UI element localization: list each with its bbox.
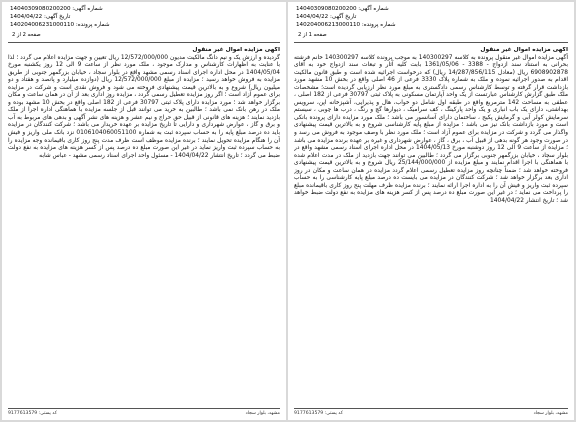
footer-postal-code: کد پستی: 9177613579 xyxy=(294,411,343,416)
header-divider xyxy=(8,42,280,43)
notice-title: آگهی مزایده اموال غیر منقول xyxy=(480,47,568,53)
document-page-2 xyxy=(2,2,286,420)
page-number: صفحه 1 از 2 xyxy=(298,32,327,38)
notice-date: تاریخ آگهی: 1404/04/22 xyxy=(296,14,357,20)
page-footer xyxy=(8,411,280,417)
header-divider xyxy=(294,42,568,43)
footer-divider xyxy=(8,408,280,409)
notice-body xyxy=(294,47,568,402)
page-footer xyxy=(294,411,568,417)
notice-date: تاریخ آگهی: 1404/04/22 xyxy=(10,14,71,20)
footer-address: مشهد، بلوار سجاد xyxy=(245,411,280,416)
file-number: شماره پرونده: 140204006231000110 xyxy=(10,22,110,28)
notice-tracking-code: شماره آگهی: 14040309080200200 xyxy=(296,6,389,12)
notice-body xyxy=(8,47,280,402)
notice-paragraph: گردیده و ارزش یک و نیم دانگ مالکیت مدیون 12/572/000/000 ریال تعیین و جهت مزایده اعلام می گردد ؛ لذا با عنایت به اظهارات کارشناس و مدارک موجود ، ملک مورد نظر از ساعت 9 الی 12 روز یکشنبه مورخ 1404/05/04 در محل اداره اجرای اسناد رسمی مشهد واقع در بلوار سجاد ، خیابان بزرگمهر جنوبی از طریق مزایده به فروش خواهد رسید ؛ مزایده از مبلغ 12/572/000/000 ریال (دوازده میلیارد و پانصد و هفتاد و دو میلیون ریال) شروع و به بالاترین قیمت پیشنهادی فروخته می شود و فروش نقدی است و شرکت در مزایده برای عموم آزاد است ؛ اگر روز مزایده تعطیل رسمی گردد ، مزایده روز اداری بعد از آن در همان ساعت و مکان برگزار خواهد شد ؛ مورد مزایده دارای پلاک ثبتی 30797 فرعی از 182 اصلی واقع در بخش 10 مشهد بوده و ملک در رهن بانک نمی باشد ؛ طالبین به خرید می توانند قبل از جلسه مزایده با هماهنگی اداره اجرا از ملک بازدید نمایند ؛ هزینه های قانونی از قبیل حق حراج و نیم عشر و هزینه های نشر آگهی و بدهی های مربوط به آب و برق و گاز ، عوارض شهرداری و دارایی تا تاریخ مزایده بر عهده خریدار می باشد ؛ شرکت کنندگان در مزایده باید ده درصد مبلغ پایه را به حساب سپرده ثبت به شماره 0106104060051100 نزد بانک ملی واریز و فیش آن را هنگام مزایده تحویل نمایند ؛ برنده مزایده موظف است ظرف مدت پنج روز کاری باقیمانده وجه مزایده را به حساب سپرده ثبت واریز نماید در غیر این صورت مبلغ ده درصد پس از کسر هزینه های مزایده به نفع دولت ضبط می گردد ؛ تاریخ انتشار 1404/04/22 - مسئول واحد اجرای اسناد رسمی مشهد - عباس شابه xyxy=(8,54,280,159)
page-number: صفحه 2 از 2 xyxy=(12,32,41,38)
document-page-1 xyxy=(288,2,574,420)
notice-paragraph: آگهی مزایده اموال غیر منقول پرونده به کلاسه 140300297 به موجب پرونده کلاسه 140300297 خانم فرشته بحرانی به استناد سند ازدواج - 3388 - 1361/05/06 بابت کلیه آثار و تبعات سند ازدواج خود به آقای 6908902878 ریال (معادل 14/287/856/115 ریال) که درخواست اجرائیه شده است و طبق قانون مالکیت اقدام به صدور اجرائیه نموده و ملک به شماره پلاک 3330 فرعی از 46 اصلی واقع در بخش 10 مشهد مورد بازداشت قرار گرفته و توسط کارشناس رسمی دادگستری به مبلغ مورد نظر ارزیابی گردیده است؛ مشخصات ملک طبق گزارش کارشناس عبارتست از یک واحد آپارتمان مسکونی به پلاک ثبتی 30797 فرعی از 182 اصلی ، عطفی به مساحت 142 مترمربع واقع در طبقه اول شامل دو خواب، هال و پذیرایی، آشپزخانه اپن، سرویس بهداشتی، دارای یک باب انباری و یک واحد پارکینگ ، کف سرامیک ، دیوارها گچ و رنگ ، درب ها چوبی ، سیستم سرمایش کولر آبی و گرمایش پکیج ، ساختمان دارای آسانسور می باشد ؛ ملک مورد مزایده دارای پرونده بانکی است و مورد بازداشت بانک نیز می باشد ؛ مزایده از مبلغ پایه کارشناسی شروع و به بالاترین قیمت پیشنهادی واگذار می گردد و شرکت در مزایده برای عموم آزاد است ؛ ملک مورد نظر با وصف موجود به فروش می رسد و در صورت وجود هر گونه بدهی از قبیل آب ، برق ، گاز ، عوارض شهرداری و غیره بر عهده برنده مزایده می باشد ؛ مزایده از ساعت 9 الی 12 روز دوشنبه مورخ 1404/05/13 در محل اداره اجرای اسناد رسمی مشهد واقع در بلوار سجاد ، خیابان بزرگمهر جنوبی برگزار می گردد ؛ طالبین می توانند جهت بازدید از ملک در مدت اعلام شده با هماهنگی با اجرا اقدام نمایند و مبلغ مزایده از 25/144/000/000 ریال شروع و به بالاترین قیمت پیشنهادی فروخته خواهد شد ؛ ضمناً چنانچه روز مزایده تعطیل رسمی اعلام گردد مزایده در همان ساعت و مکان در روز اداری بعد برگزار خواهد شد ؛ شرکت کنندگان در مزایده می بایست ده درصد مبلغ پایه کارشناسی را به حساب سپرده ثبت واریز و فیش آن را به اداره اجرا ارائه نمایند ؛ برنده مزایده ظرف مهلت پنج روز کاری باقیمانده مبلغ را پرداخت می نماید ؛ در غیر این صورت مبلغ ده درصد پس از کسر هزینه های مزایده به نفع دولت ضبط خواهد شد ؛ تاریخ انتشار 1404/04/22 xyxy=(294,54,568,204)
footer-address: مشهد، بلوار سجاد xyxy=(533,411,568,416)
notice-meta xyxy=(10,5,110,29)
notice-tracking-code: شماره آگهی: 14040309080200200 xyxy=(10,6,103,12)
notice-meta xyxy=(296,5,396,29)
footer-postal-code: کد پستی: 9177613579 xyxy=(8,411,57,416)
notice-title: آگهی مزایده اموال غیر منقول xyxy=(192,47,280,53)
footer-divider xyxy=(294,408,568,409)
file-number: شماره پرونده: 140204006213000110 xyxy=(296,22,396,28)
